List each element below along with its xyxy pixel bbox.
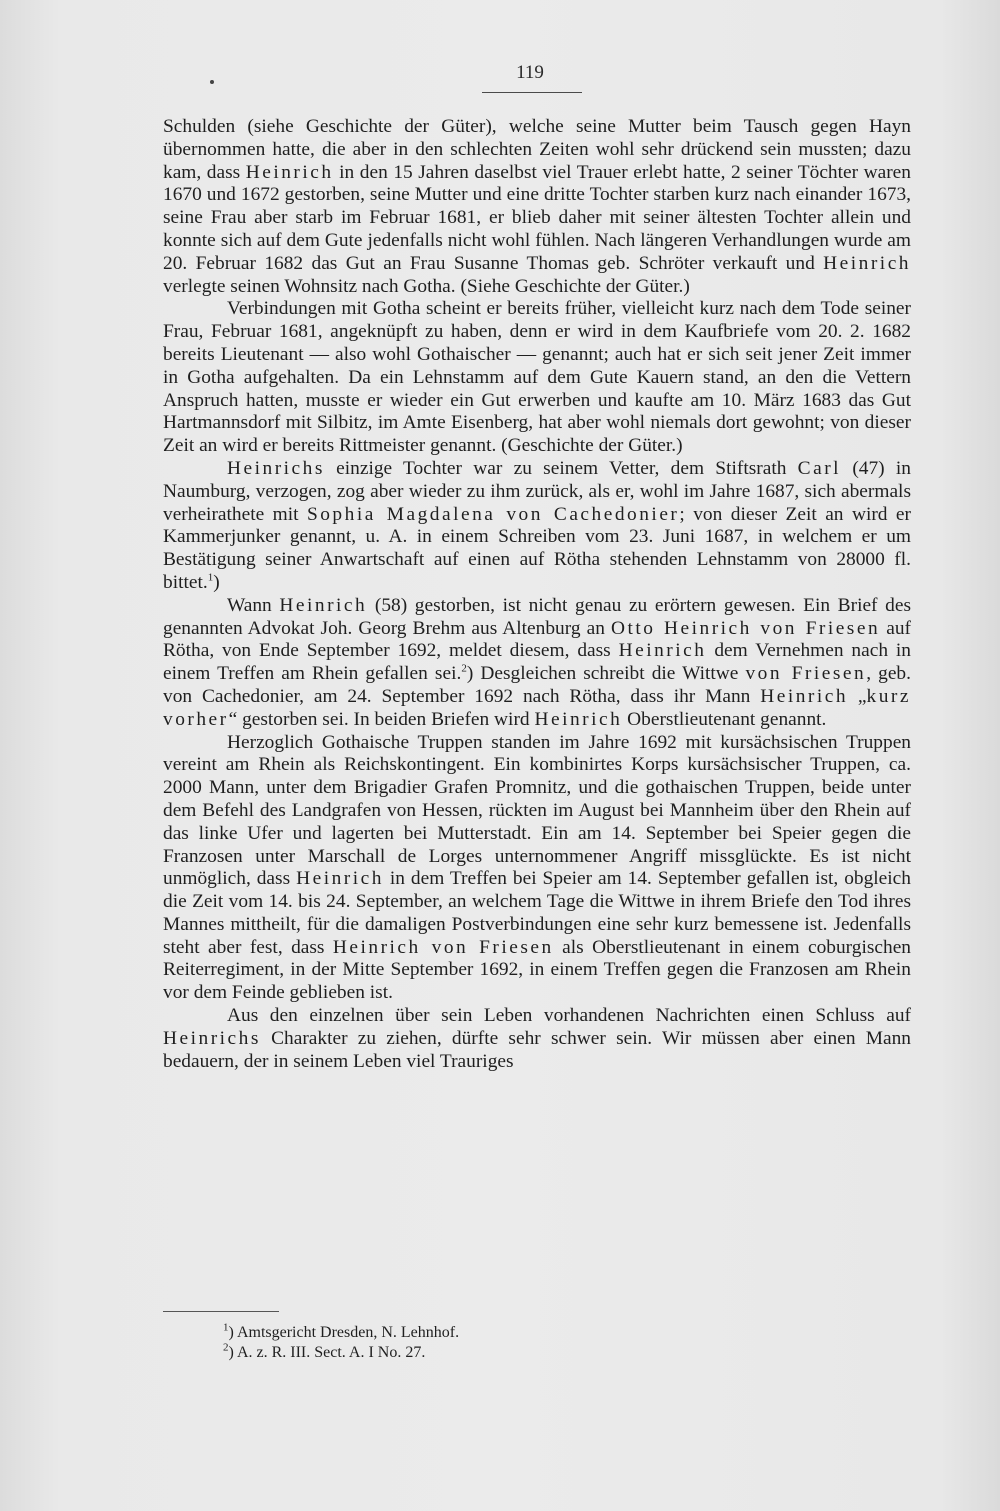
spaced-name: Heinrich [823,252,911,274]
main-text [163,116,911,1073]
text-run: Wann [227,594,280,616]
spaced-name: Heinrich [760,685,849,707]
printing-dot [210,80,214,84]
text-run: einzige Tochter war zu seinem Vetter, dem Stiftsrath [324,457,798,479]
spaced-name: Heinrichs [227,457,325,479]
spaced-name: Heinrich von Friesen [332,936,554,958]
paragraph [163,116,911,298]
text-run: in dem Treffen bei Speier am 14. September gefallen ist, obgleich die Zeit vom 14. bis 24. September, an welchem Tage die Wittwe in ihrem Briefe den Tod ihres Mannes mittheilt, für die damaligen Postverbindungen eine sehr kurz bemessene ist. Jedenfalls steht aber fest, dass [163,868,911,958]
spaced-name: Heinrich [534,708,623,730]
spaced-name: Heinrich [618,640,707,662]
text-run: (58) gestorben, ist nicht genau zu erörtern gewesen. Ein Brief des genannten Advokat Joh. Georg Brehm aus Altenburg an [163,594,911,639]
text-run: “ gestorben sei. In beiden Briefen wird [228,708,535,730]
text-run: Verbindungen mit Gotha scheint er bereits früher, vielleicht kurz nach dem Tode seiner Frau, Februar 1681, angeknüpft zu haben, denn er wird in dem Kaufbriefe vom 20. 2. 1682 bereits Lieutenant — also wohl Gothaischer — genannt; auch hat er sich seit jener Zeit immer in Gotha aufgehalten. Da ein Lehnstamm auf dem Gute Kauern stand, an den die Vettern Anspruch hatten, musste er wieder ein Gut erwerben und kaufte am 10. März 1683 das Gut Hartmannsdorf mit Silbitz, im Amte Eisenberg, hat aber wohl niemals dort gewohnt; von dieser Zeit an wird er bereits Rittmeister genannt. (Geschichte der Güter.) [163,298,911,457]
text-run: Herzoglich Gothaische Truppen standen im Jahre 1692 mit kursächsischen Truppen vereint am Rhein als Reichskontingent. Ein kombinirtes Korps kursächsischer Truppen, ca. 2000 Mann, unter dem Brigadier Grafen Promnitz, und die gothaischen Truppen, beide unter dem Befehl des Landgrafen von Hessen, rückten im August bei Mannheim über den Rhein auf das linke Ufer und lagerten bei Mutterstadt. Ein am 14. September bei Speier gegen die Franzosen unter Marschall de Lorges unternommener Angriff missglückte. Es ist nicht unmöglich, dass [163,731,911,890]
spaced-name: Carl [797,457,842,479]
footnote-rule [163,1311,279,1312]
spaced-name: Otto Heinrich von Friesen [610,617,881,639]
paragraph [163,1005,911,1073]
paragraph [163,298,911,458]
page-number-rule [482,92,582,93]
spaced-name: kurz vorher [163,685,911,730]
text-run: verlegte seinen Wohnsitz nach Gotha. (Siehe Geschichte der Güter.) [163,275,690,297]
footnote-text: ) Amtsgericht Dresden, N. Lehnhof. [228,1324,460,1341]
footnote-reference: 1 [207,571,214,584]
spaced-name: Heinrich [279,594,368,616]
text-run: Oberstlieutenant genannt. [622,708,827,730]
text-run: als Oberstlieutenant in einem coburgischen Reiterregiment, in der Mitte September 1692, in einem Treffen gegen die Franzosen am Rhein vor dem Feinde geblieben ist. [163,936,911,1004]
spaced-name: Heinrich [296,868,384,890]
footnote-reference: 2 [461,662,467,675]
text-run: dem Vernehmen nach in einem Treffen am Rhein gefallen sei. [163,640,911,685]
text-run: , geb. von Cachedonier, am 24. September 1692 nach Rötha, dass ihr Mann [163,663,911,707]
footnote-mark: 2 [223,1341,229,1354]
text-run: ) [213,571,220,593]
footnote [223,1343,723,1363]
text-run: (47) in Naumburg, verzogen, zog aber wieder zu ihm zurück, als er, wohl im Jahre 1687, sich abermals verheirathete mit [163,457,911,525]
text-run: ) Desgleichen schreibt die Wittwe [466,663,746,685]
footnote-text: ) A. z. R. III. Sect. A. I No. 27. [228,1344,426,1361]
page-number: 119 [516,62,544,83]
footnote-mark: 1 [223,1321,229,1334]
text-run: ; von dieser Zeit an wird er Kammerjunker genannt, u. A. in einem Schreiben vom 23. Juni 1687, in welchem er um Bestätigung seiner Anwartschaft auf einen auf Rötha stehenden Lehnstamm von 28000 fl. bittet. [163,503,911,593]
text-run: auf Rötha, von Ende September 1692, meldet diesem, dass [163,617,912,662]
text-run: in den 15 Jahren daselbst viel Trauer erlebt hatte, 2 seiner Töchter waren 1670 und 1672 gestorben, seine Mutter und eine dritte Tochter starben kurz nach einander 1673, seine Frau aber starb im Februar 1681, er blieb daher mit seiner ältesten Tochter allein und konnte sich auf dem Gute jedenfalls nicht wohl fühlen. Nach längeren Verhandlungen wurde am 20. Februar 1682 das Gut an Frau Susanne Thomas geb. Schröter verkauft und [163,161,911,274]
spaced-name: Heinrich [245,161,334,183]
spaced-name: von Friesen [745,663,867,685]
footnotes [223,1323,723,1363]
spaced-name: Sophia Magdalena von Cachedonier [306,503,680,525]
footnote [223,1323,723,1343]
text-run: „ [848,685,867,707]
text-run: Charakter zu ziehen, dürfte sehr schwer sein. Wir müssen aber einen Mann bedauern, der in seinem Leben viel Trauriges [163,1027,911,1072]
paragraph [163,458,911,595]
text-run: Schulden (siehe Geschichte der Güter), welche seine Mutter beim Tausch gegen Hayn übernommen hatte, die aber in den schlechten Zeiten wohl sehr drückend sein mussten; dazu kam, dass [163,116,911,183]
paragraph [163,732,911,1006]
paragraph [163,595,911,732]
spaced-name: Heinrichs [163,1027,261,1049]
text-run: Aus den einzelnen über sein Leben vorhandenen Nachrichten einen Schluss auf [227,1005,911,1027]
